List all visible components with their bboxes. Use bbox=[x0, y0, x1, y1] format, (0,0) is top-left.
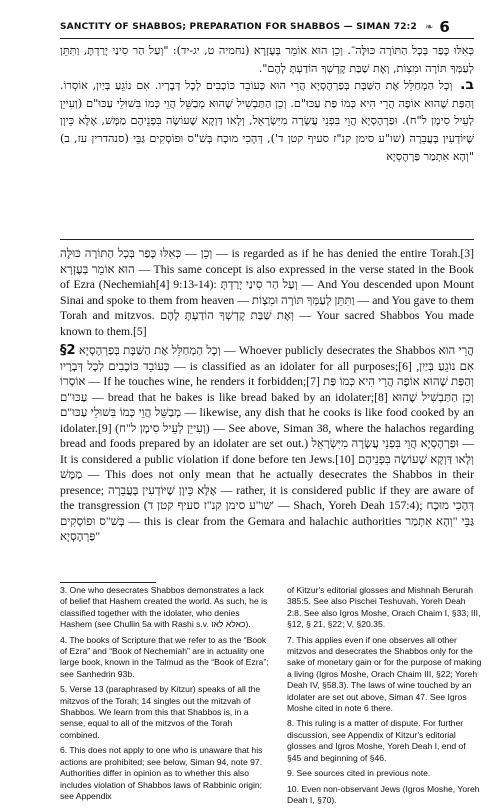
hebrew-text-block bbox=[60, 42, 474, 165]
section-divider bbox=[60, 239, 474, 240]
page-number: 6 bbox=[439, 18, 450, 36]
footnotes-right-column bbox=[287, 585, 482, 810]
english-paragraph-2-text: וְכָל הַמְחַלֵּל אֶת הַשַּׁבָּת בְּפַרְהֶסְיָא — Whoever publicly desecrates the Shabbos הֲרֵי הוּא כְּעוֹבֵד כּוֹכָבִים לְכָל דְּבָרָיו — is classified as an idolater for all purposes;[6] אִם נוֹגֵעַ בְּיַיִן, אוֹסְרוֹ — If he touches wine, he renders it forbidden;[7] וְהַפַּת שֶׁהוּא אוֹפֶה הֲרֵי הִיא כְּמוֹ פַּת עַכּוּ"ם — bread that he bakes is like bread baked by an idolater;[8] וְכֵן הַתַּבְשִׁיל שֶׁהוּא מְבַשֵּׁל הֲוֵי כְּמוֹ בִּשׁוּלֵי עַכּוּ"ם — likewise, any dish that he cooks is like food cooked by an idolater.[9] (וְעִייֵן לְעֵיל סִימָן ל"ח) — See above, Siman 38, where the halachos regarding bread and foods prepared by an idolater are set out.) וּפַרְהֶסְיָא הֲוֵי בִּפְנֵי עֲשָׂרָה מִיִּשְׂרָאֵל — It is considered a public violation if done before ten Jews.[10] וְלָאו דַּוְקָא שֶׁעוֹשֶׂה בִּפְנֵיהֶם מַמָּשׁ — This does not only mean that he actually desecrates the Shabbos in their presence; אֶלָּא כֵּיוָן שֶׁיּוֹדְעִין בָּעֲבֵרָה — rather, it is considered public if they are aware of the transgression (שו"ע סימן קנ"ז סעיף קטן ד' — Shach, Yoreh Deah 157:4); דְּהָכִי מוּכָח בְּשׁ"ס וּפוֹסְקִים — this is clear from the Gemara and halachic authorities גַּבֵּי "וְהָא אִתְמַר פַּרְהֶסְיָא" bbox=[60, 344, 475, 543]
section-number: §2 bbox=[60, 343, 76, 358]
hebrew-paragraph-1: כְּאִלּוּ כָּפַר בְּכָל הַתּוֹרָה כּוּלָּה־. וְכֵן הוּא אוֹמֵר בְּעֶזְרָא (נחמיה ט, יג-יד): "וְעַל הַר סִינַי יָרַדְתָּ, וַתִּתֵּן לְעַמְּךָ תּוֹרָה וּמִצְוֹת, וְאֶת שַׁבַּת קָדְשְׁךָ הוֹדַעְתָּ לָהֶם". bbox=[60, 44, 474, 75]
hebrew-paragraph-2 bbox=[60, 77, 474, 165]
footnote-8: 8. This ruling is a matter of dispute. For further discussion, see Appendix of Kitzur's editorial glosses and Igros Moshe, Yoreh Deah I, end of §45 and beginning of §46. bbox=[287, 718, 466, 763]
header-rule bbox=[60, 38, 474, 39]
footnote-6: 6. This does not apply to one who is unaware that his actions are prohibited; see below, Siman 94, note 97. Authorities differ in opinion as to whether this also includes violation of Shabbos laws of Rabbinic origin; see Appendix bbox=[60, 745, 263, 801]
english-paragraph-2 bbox=[60, 343, 474, 545]
footnote-4: 4. The books of Scripture that we refer to as the “Book of Ezra” and “Book of Nechemiah” are in actuality one large book, known in the Talmud as the “Book of Ezra”; see Sanhedrin 93b. bbox=[60, 634, 269, 679]
footnotes-left-column bbox=[60, 585, 270, 806]
english-commentary bbox=[60, 246, 474, 545]
running-header bbox=[60, 18, 474, 36]
english-paragraph-1: וְכֵן — כְּאִלּוּ כָּפַר בְּכָל הַתּוֹרָה כּוּלָּה — is regarded as if he has denied the entire Torah.[3] הוּא אוֹמֵר בְּעֶזְרָא — This same concept is also expressed in the verse stated in the Book of Ezra (Nechemiah[4] 9:13-14): וְעַל הַר סִינַי יָרַדְתָּ — And You descended upon Mount Sinai and spoke to them from heaven — וַתִּתֵּן לְעַמְּךָ תּוֹרָה וּמִצְוֹת — and You gave to them Torah and mitzvos. וְאֶת שַׁבַּת קָדְשְׁךָ הוֹדַעְתָּ לָהֶם — Your sacred Shabbos You made known to them.[5] bbox=[60, 247, 475, 338]
footnote-rule bbox=[60, 582, 156, 583]
footnote-3: 3. One who desecrates Shabbos demonstrates a lack of belief that Hashem created the world. As such, he is classified together with the idolater, who denies Hashem (see Chullin 5a with Rashi s.v. כאלא לאו). bbox=[60, 585, 268, 630]
footnote-10: 10. Even non-observant Jews (Igros Moshe, Yoreh Deah I, §70). bbox=[287, 783, 480, 805]
section-letter-mark: ב. bbox=[460, 77, 474, 94]
footnote-5: 5. Verse 13 (paraphrased by Kitzur) speaks of all the mitzvos of the Torah; 14 singles out the mitzvah of Shabbos. We learn from this that Shabbos is, in a sense, equal to all of the mitzvos of the Torah combined. bbox=[60, 684, 261, 740]
ornament-icon: ❧ bbox=[424, 21, 434, 33]
footnote-9: 9. See sources cited in previous note. bbox=[287, 768, 431, 779]
running-header-title: SANCTITY OF SHABBOS; PREPARATION FOR SHABBOS — SIMAN 72:2 bbox=[60, 22, 417, 32]
footnote-6-continued: of Kitzur's editorial glosses and Mishnah Berurah 385:5. See also Pischei Teshuvah, Yoreh Deah 2:8. See also Igros Moshe, Orach Chaim I, §33; III, §12, § 21, §22; V, §20.35. bbox=[287, 585, 481, 630]
hebrew-paragraph-2-text: וְכָל הַמְחַלֵּל אֶת הַשַּׁבָּת בְּפַרְהֶסְיָא הֲרֵי הוּא כְּעוֹבֵד כּוֹכָבִים לְכָל דְּבָרָיו. אִם נוֹגֵעַ בְּיַיִן, אוֹסְרוֹ. וְהַפַּת שֶׁהוּא אוֹפֶה הֲרֵי הִיא כְּמוֹ פַּת עַכּוּ"ם. וְכֵן הַתַּבְשִׁיל שֶׁהוּא מְבַשֵּׁל הֲוֵי כְּמוֹ בִּשׁוּלֵי עַכּוּ"ם (וְעִייֵן לְעֵיל סִימָן ל"ח). וּפַרְהֶסְיָא הֲוֵי בִּפְנֵי עֲשָׂרָה מִיִּשְׂרָאֵל, וְלָאו דַּוְקָא שֶׁעוֹשֶׂה בִּפְנֵיהֶם מַמָּשׁ, אֶלָּא כֵּיוָן שֶׁיּוֹדְעִין בָּעֲבֵרָה (שו"ע סימן קנ"ז סעיף קטן ד'), דְּהָכִי מוּכָח בְּשׁ"ס וּפוֹסְקִים גַּבֵּי (סנהדרין עז, ב) "וְהָא אִתְמַר פַּרְהֶסְיָא bbox=[60, 79, 474, 163]
footnote-7: 7. This applies even if one observes all other mitzvos and desecrates the Shabbos only for the sake of monetary gain or for the purpose of making a living (Igros Moshe, Orach Chaim III, §22; Yoreh Deah IV, §58.3). The laws of wine touched by an idolater are set out above, Siman 47. See Igros Moshe cited in note 6 there. bbox=[287, 634, 482, 714]
